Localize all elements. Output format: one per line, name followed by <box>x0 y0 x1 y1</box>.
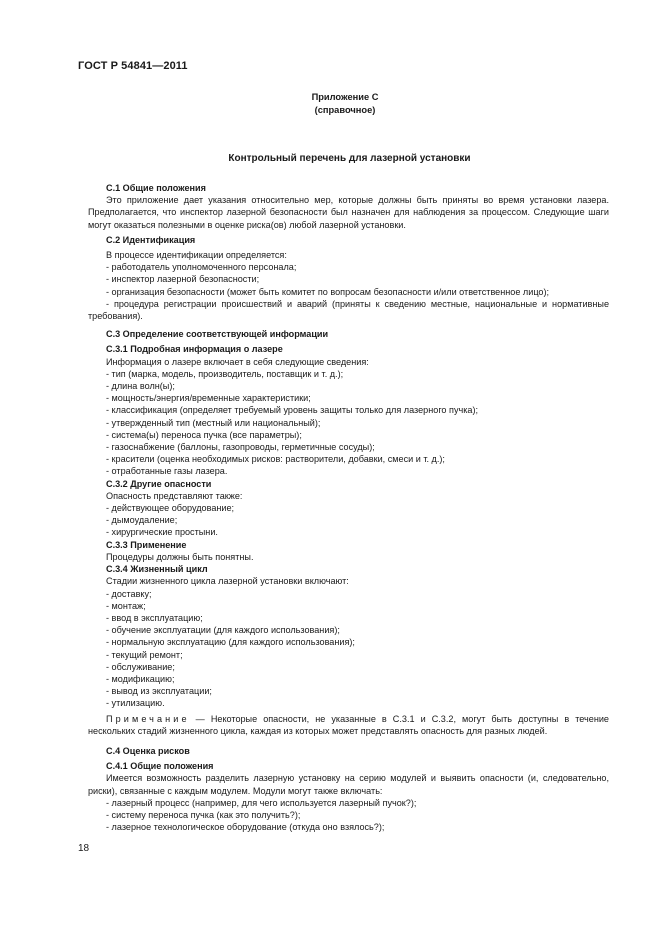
list-item: - классификация (определяет требуемый уровень защиты только для лазерного пучка); <box>106 405 479 416</box>
list-item: - лазерный процесс (например, для чего используется лазерный пучок?); <box>106 797 417 808</box>
note-lead: Примечание <box>106 713 190 724</box>
subsection-text-c41: Имеется возможность разделить лазерную установку на серию модулей и выявить опасности (и, следовательно, риски), связанные с каждым модулем. Модули могут также включать: <box>88 773 609 796</box>
note <box>88 713 609 737</box>
list-item: - систему переноса пучка (как это получить?); <box>106 809 301 820</box>
note-text: — Некоторые опасности, не указанные в С.3.1 и С.3.2, могут быть доступны в течение нескольких стадий жизненного цикла, каждая из которых может представлять опасность для разных людей. <box>88 713 609 736</box>
page-number: 18 <box>78 843 90 854</box>
appendix-header <box>300 91 390 117</box>
list-item: - инспектор лазерной безопасности; <box>106 274 260 285</box>
list-item: - дымоудаление; <box>106 515 178 526</box>
subsection-heading-c33: С.3.3 Применение <box>106 539 187 550</box>
subsection-intro-c31: Информация о лазере включает в себя следующие сведения: <box>106 356 369 367</box>
list-item: - утвержденный тип (местный или национальный); <box>106 417 321 428</box>
list-item: - утилизацию. <box>106 698 165 709</box>
subsection-heading-c41: С.4.1 Общие положения <box>106 761 214 772</box>
section-heading-c2: С.2 Идентификация <box>106 234 196 245</box>
list-item: - действующее оборудование; <box>106 503 235 514</box>
list-item: - мощность/энергия/временные характеристики; <box>106 393 311 404</box>
list-item: - обслуживание; <box>106 661 175 672</box>
list-item: - система(ы) переноса пучка (все параметры); <box>106 429 302 440</box>
list-item: - тип (марка, модель, производитель, поставщик и т. д.); <box>106 368 344 379</box>
document-body <box>88 182 609 833</box>
subsection-heading-c31: С.3.1 Подробная информация о лазере <box>106 344 283 355</box>
standard-id: ГОСТ Р 54841—2011 <box>78 60 188 72</box>
list-item: - длина волн(ы); <box>106 381 175 392</box>
list-item: - вывод из эксплуатации; <box>106 686 212 697</box>
list-item: - хирургические простыни. <box>106 527 218 538</box>
section-heading-c1: С.1 Общие положения <box>106 183 206 193</box>
list-item: - организация безопасности (может быть комитет по вопросам безопасности и/или ответственное лицо); <box>106 286 550 297</box>
list-item: - модификацию; <box>106 673 175 684</box>
list-item: - нормальную эксплуатацию (для каждого использования); <box>106 637 355 648</box>
list-item: - газоснабжение (баллоны, газопроводы, герметичные сосуды); <box>106 442 375 453</box>
list-item: - процедура регистрации происшествий и аварий (приняты к сведению местные, национальные и нормативные требования). <box>88 298 609 322</box>
section-intro-c2: В процессе идентификации определяется: <box>106 250 287 261</box>
list-item: - работодатель уполномоченного персонала; <box>106 262 297 273</box>
list-item: - отработанные газы лазера. <box>106 466 228 477</box>
subsection-heading-c32: С.3.2 Другие опасности <box>106 478 212 489</box>
section-heading-c4: С.4 Оценка рисков <box>106 745 190 756</box>
list-item: - обучение эксплуатации (для каждого использования); <box>106 625 340 636</box>
section-text-c1: Это приложение дает указания относительно мер, которые должны быть приняты во время установки лазера. Предполагается, что инспектор лазерной безопасности был назначен для наблюдения за процессом. Следующие шаги могут оказаться полезными в оценке риска(ов) любой лазерной установки. <box>88 195 609 230</box>
appendix-label: Приложение С <box>311 92 379 102</box>
list-item: - ввод в эксплуатацию; <box>106 612 203 623</box>
list-item: - текущий ремонт; <box>106 649 183 660</box>
subsection-text-c33: Процедуры должны быть понятны. <box>106 551 254 562</box>
subsection-heading-c34: С.3.4 Жизненный цикл <box>106 564 208 575</box>
list-item: - лазерное технологическое оборудование (откуда оно взялось?); <box>106 822 385 833</box>
list-item: - доставку; <box>106 588 152 599</box>
document-title: Контрольный перечень для лазерной установки <box>228 153 471 164</box>
subsection-intro-c34: Стадии жизненного цикла лазерной установки включают: <box>106 576 349 587</box>
appendix-type: (справочное) <box>314 105 376 115</box>
section-heading-c3: С.3 Определение соответствующей информации <box>106 329 329 340</box>
list-item: - монтаж; <box>106 600 146 611</box>
list-item: - красители (оценка необходимых рисков: растворители, добавки, смеси и т. д.); <box>106 454 445 465</box>
subsection-intro-c32: Опасность представляют также: <box>106 490 243 501</box>
